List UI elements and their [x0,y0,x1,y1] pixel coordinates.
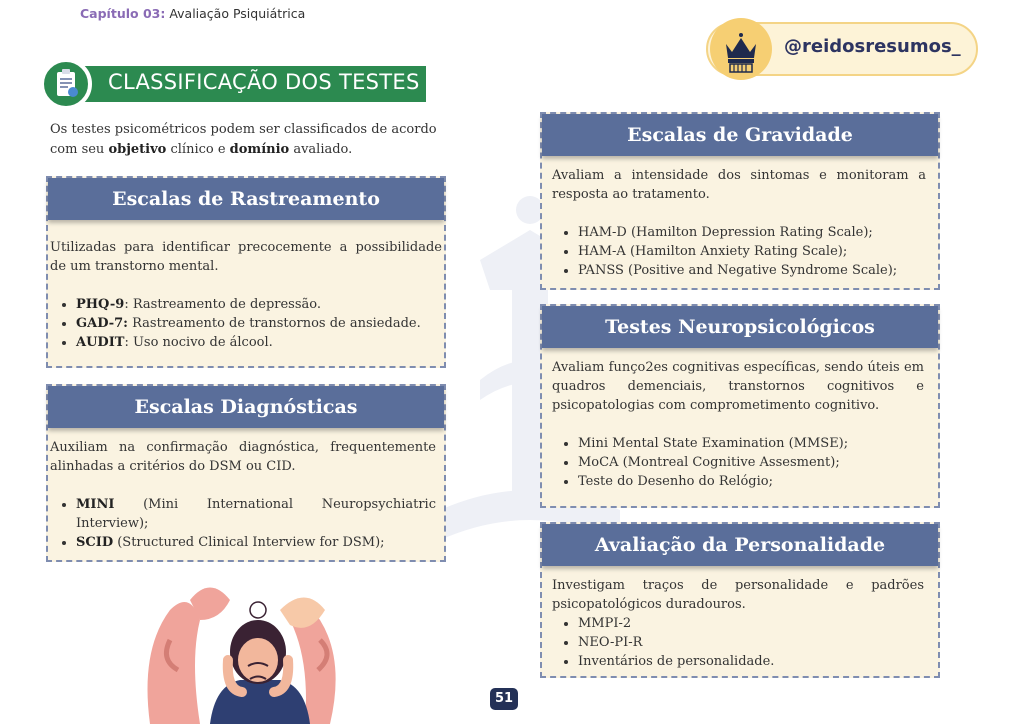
page-number: 51 [490,688,518,710]
list-item: • HAM-D (Hamilton Depression Rating Scale); [578,223,926,242]
box-description: Avaliam a intensidade dos sintomas e monitoram a resposta ao tratamento. [552,168,926,202]
list-item: • AUDIT: Uso nocivo de álcool. [76,333,442,352]
intro-paragraph: Os testes psicométricos podem ser classificados de acordo com seu objetivo clínico e domínio avaliado. [50,122,437,157]
box-title: Escalas de Gravidade [542,114,938,156]
section-title: CLASSIFICAÇÃO DOS TESTES [108,70,420,94]
crown-logo [710,18,772,80]
box-title: Testes Neuropsicológicos [542,306,938,348]
clipboard-icon [40,58,92,110]
box-title: Escalas Diagnósticas [48,386,444,428]
box-neuropsicologicos [540,304,940,508]
list-item: • Inventários de personalidade. [578,652,924,671]
box-description: Utilizadas para identificar precocemente a possibilidade de um transtorno mental. [50,240,442,274]
chapter-header [80,6,305,21]
list-item: • Mini Mental State Examination (MMSE); [578,434,924,453]
bullet-list [552,434,924,491]
crown-icon [710,18,772,80]
chapter-label: Capítulo 03: [80,6,166,21]
list-item: • PANSS (Positive and Negative Syndrome Scale); [578,261,926,280]
brand-handle[interactable]: @reidosresumos_ [784,36,961,57]
list-item: • MMPI-2 [578,614,924,633]
list-item: • PHQ-9: Rastreamento de depressão. [76,295,442,314]
bullet-list [50,295,442,352]
box-description: Avaliam funço2es cognitivas específicas, sendo úteis em quadros demenciais, transtornos cognitivos e psicopatologias com comprometimento cognitivo. [552,360,924,413]
list-item: • MINI (Mini International Neuropsychiatric Interview); [76,495,436,533]
box-description: Investigam traços de personalidade e padrões psicopatológicos duradouros. [552,578,924,612]
list-item: • MoCA (Montreal Cognitive Assesment); [578,453,924,472]
box-diagnosticas [46,384,446,562]
bullet-list [552,223,926,280]
stressed-person-illustration [130,580,390,724]
box-title: Escalas de Rastreamento [48,178,444,220]
list-item: • NEO-PI-R [578,633,924,652]
list-item: • SCID (Structured Clinical Interview for DSM); [76,533,436,552]
box-rastreamento [46,176,446,368]
box-title: Avaliação da Personalidade [542,524,938,566]
box-personalidade [540,522,940,678]
box-description: Auxiliam na confirmação diagnóstica, frequentemente alinhadas a critérios do DSM ou CID. [50,440,436,474]
box-gravidade [540,112,940,290]
bullet-list [552,614,924,671]
bullet-list [50,495,436,552]
list-item: • GAD-7: Rastreamento de transtornos de ansiedade. [76,314,442,333]
list-item: • Teste do Desenho do Relógio; [578,472,924,491]
list-item: • HAM-A (Hamilton Anxiety Rating Scale); [578,242,926,261]
chapter-title: Avaliação Psiquiátrica [169,6,306,21]
